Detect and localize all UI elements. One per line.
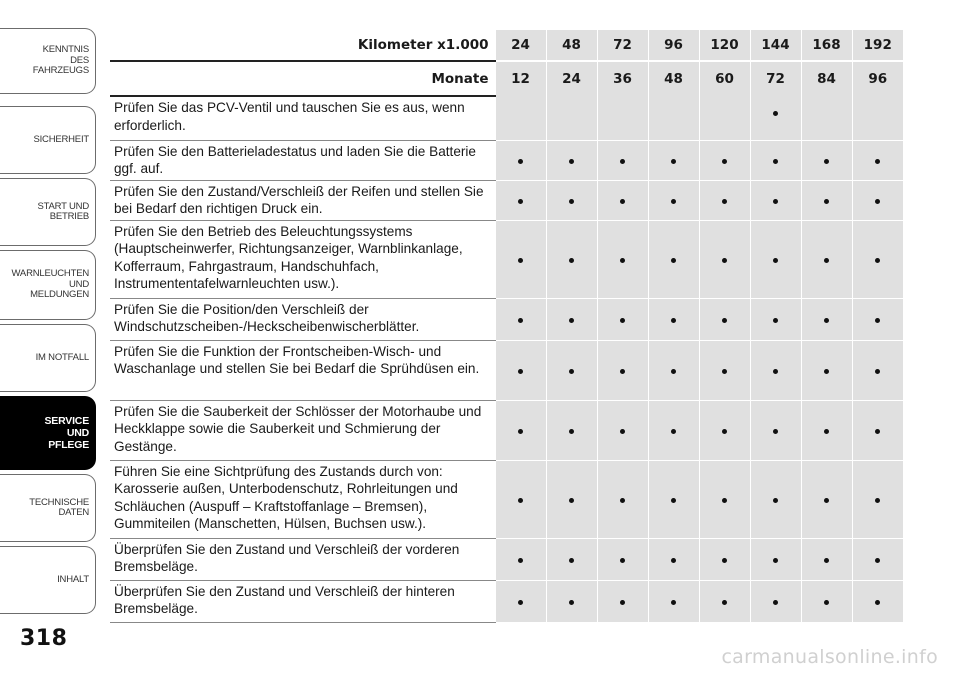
task-description: Prüfen Sie das PCV-Ventil und tauschen Sie es aus, wenn erforderlich. (110, 96, 495, 140)
interval-cell (546, 340, 597, 400)
tab-label: UND (66, 427, 89, 439)
interval-cell (546, 580, 597, 622)
tab-label: DES (70, 54, 89, 66)
interval-cell (495, 340, 546, 400)
task-description: Überprüfen Sie den Zustand und Verschleiß der vorderen Bremsbeläge. (110, 538, 495, 580)
check-marker (722, 159, 727, 164)
check-marker (722, 258, 727, 263)
month-value: 60 (699, 61, 750, 96)
interval-cell (852, 298, 903, 340)
check-marker (671, 369, 676, 374)
interval-cell (495, 140, 546, 180)
check-marker (824, 318, 829, 323)
tab-label: TECHNISCHE (29, 496, 89, 508)
check-marker (875, 199, 880, 204)
check-marker (773, 318, 778, 323)
table-row (110, 298, 903, 340)
tab-inhalt[interactable] (0, 546, 96, 614)
tab-label: FAHRZEUGS (32, 65, 89, 77)
interval-cell (852, 460, 903, 538)
tab-label: MELDUNGEN (30, 289, 89, 301)
check-marker (824, 369, 829, 374)
month-value: 36 (597, 61, 648, 96)
tab-label: IM NOTFALL (35, 351, 89, 363)
interval-cell (852, 180, 903, 220)
check-marker (773, 600, 778, 605)
interval-cell (597, 220, 648, 298)
interval-cell (699, 400, 750, 460)
tab-label: PFLEGE (48, 439, 89, 451)
check-marker (722, 600, 727, 605)
interval-cell (801, 340, 852, 400)
task-description: Prüfen Sie den Zustand/Verschleiß der Reifen und stellen Sie bei Bedarf den richtigen Druck ein. (110, 180, 495, 220)
task-description: Führen Sie eine Sichtprüfung des Zustands durch von: Karosserie außen, Unterbodenschutz, Rohrleitungen und Schläuchen (Auspuff – Kraftstoffanlage – Bremsen), Gummiteilen (Manschetten, Hülsen, Buchsen usw.). (110, 460, 495, 538)
table-row (110, 580, 903, 622)
month-value: 48 (648, 61, 699, 96)
interval-cell (597, 538, 648, 580)
interval-cell (648, 140, 699, 180)
tab-label: KENNTNIS (42, 44, 89, 56)
interval-cell (699, 580, 750, 622)
check-marker (722, 199, 727, 204)
tab-service-und-pflege[interactable] (0, 396, 96, 470)
check-marker (875, 558, 880, 563)
interval-cell (801, 96, 852, 140)
interval-cell (801, 460, 852, 538)
interval-cell (852, 340, 903, 400)
month-value: 96 (852, 61, 903, 96)
task-description: Prüfen Sie den Batterieladestatus und laden Sie die Batterie ggf. auf. (110, 140, 495, 180)
interval-cell (852, 140, 903, 180)
interval-cell (801, 538, 852, 580)
interval-cell (699, 460, 750, 538)
check-marker (518, 498, 523, 503)
interval-cell (546, 460, 597, 538)
interval-cell (801, 180, 852, 220)
check-marker (569, 498, 574, 503)
interval-cell (750, 580, 801, 622)
interval-cell (546, 298, 597, 340)
interval-cell (852, 220, 903, 298)
table-row (110, 460, 903, 538)
interval-cell (801, 580, 852, 622)
check-marker (569, 159, 574, 164)
kilometer-label: Kilometer x1.000 (357, 37, 489, 53)
check-marker (875, 600, 880, 605)
check-marker (773, 111, 778, 116)
month-value: 72 (750, 61, 801, 96)
tab-label: SERVICE (44, 415, 89, 427)
tab-label: START UND (37, 200, 89, 212)
check-marker (824, 159, 829, 164)
interval-cell (597, 140, 648, 180)
interval-cell (495, 96, 546, 140)
interval-cell (750, 460, 801, 538)
interval-cell (750, 140, 801, 180)
task-description: Prüfen Sie den Betrieb des Beleuchtungssystems (Hauptscheinwerfer, Richtungsanzeiger, Warnblinkanlage, Kofferraum, Fahrgastraum, Handschuhfach, Instrumententafelwarnleuchten usw.). (110, 220, 495, 298)
check-marker (773, 199, 778, 204)
check-marker (875, 159, 880, 164)
interval-cell (750, 96, 801, 140)
check-marker (569, 369, 574, 374)
interval-cell (699, 140, 750, 180)
tab-label: INHALT (57, 573, 89, 585)
tab-label: UND (69, 278, 89, 290)
interval-cell (801, 140, 852, 180)
tab-label: WARNLEUCHTEN (11, 268, 89, 280)
tab-label: BETRIEB (49, 211, 89, 222)
interval-cell (597, 298, 648, 340)
check-marker (671, 318, 676, 323)
check-marker (518, 600, 523, 605)
interval-cell (648, 180, 699, 220)
interval-cell (597, 180, 648, 220)
km-value: 72 (597, 30, 648, 61)
interval-cell (546, 140, 597, 180)
km-value: 24 (495, 30, 546, 61)
check-marker (620, 199, 625, 204)
check-marker (824, 600, 829, 605)
check-marker (518, 369, 523, 374)
interval-cell (750, 220, 801, 298)
check-marker (773, 558, 778, 563)
check-marker (620, 318, 625, 323)
interval-cell (801, 298, 852, 340)
interval-cell (750, 340, 801, 400)
table-row (110, 220, 903, 298)
check-marker (620, 558, 625, 563)
tab-label: SICHERHEIT (33, 133, 89, 145)
interval-cell (648, 340, 699, 400)
tab-kenntnis-des-fahrzeugs[interactable] (0, 28, 96, 94)
check-marker (875, 318, 880, 323)
check-marker (518, 258, 523, 263)
check-marker (671, 600, 676, 605)
check-marker (773, 369, 778, 374)
check-marker (518, 429, 523, 434)
interval-cell (597, 96, 648, 140)
check-marker (620, 498, 625, 503)
interval-cell (546, 96, 597, 140)
tab-sicherheit[interactable] (0, 106, 96, 174)
interval-cell (495, 400, 546, 460)
interval-cell (546, 220, 597, 298)
interval-cell (699, 298, 750, 340)
interval-cell (648, 400, 699, 460)
check-marker (569, 258, 574, 263)
maintenance-schedule-table (110, 30, 903, 623)
check-marker (671, 558, 676, 563)
interval-cell (852, 538, 903, 580)
task-description: Prüfen Sie die Sauberkeit der Schlösser der Motorhaube und Heckklappe sowie die Sauberkeit und Schmierung der Gestänge. (110, 400, 495, 460)
interval-cell (648, 538, 699, 580)
interval-cell (648, 220, 699, 298)
month-value: 12 (495, 61, 546, 96)
km-value: 96 (648, 30, 699, 61)
interval-cell (750, 538, 801, 580)
check-marker (773, 258, 778, 263)
check-marker (671, 429, 676, 434)
check-marker (569, 199, 574, 204)
check-marker (722, 498, 727, 503)
check-marker (722, 318, 727, 323)
check-marker (569, 558, 574, 563)
interval-cell (495, 180, 546, 220)
check-marker (620, 258, 625, 263)
interval-cell (852, 96, 903, 140)
task-description: Prüfen Sie die Funktion der Frontscheiben-Wisch- und Waschanlage und stellen Sie bei Bedarf die Sprühdüsen ein. (110, 340, 495, 400)
month-value: 84 (801, 61, 852, 96)
check-marker (875, 429, 880, 434)
check-marker (824, 558, 829, 563)
km-value: 48 (546, 30, 597, 61)
interval-cell (801, 400, 852, 460)
table-row (110, 340, 903, 400)
table-row (110, 538, 903, 580)
interval-cell (597, 340, 648, 400)
task-description: Überprüfen Sie den Zustand und Verschleiß der hinteren Bremsbeläge. (110, 580, 495, 622)
check-marker (518, 159, 523, 164)
check-marker (722, 429, 727, 434)
check-marker (824, 429, 829, 434)
km-value: 168 (801, 30, 852, 61)
interval-cell (546, 180, 597, 220)
interval-cell (750, 400, 801, 460)
check-marker (671, 258, 676, 263)
interval-cell (597, 580, 648, 622)
check-marker (824, 258, 829, 263)
tab-warnleuchten-und-meldungen[interactable] (0, 250, 96, 320)
tab-start-und-betrieb[interactable] (0, 178, 96, 246)
check-marker (722, 369, 727, 374)
interval-cell (750, 298, 801, 340)
check-marker (671, 199, 676, 204)
check-marker (773, 429, 778, 434)
check-marker (824, 199, 829, 204)
months-header-row (110, 61, 903, 96)
check-marker (722, 558, 727, 563)
watermark: carmanualsonline.info (721, 646, 938, 668)
interval-cell (546, 538, 597, 580)
km-value: 192 (852, 30, 903, 61)
check-marker (620, 600, 625, 605)
interval-cell (801, 220, 852, 298)
check-marker (620, 159, 625, 164)
interval-cell (648, 580, 699, 622)
interval-cell (597, 460, 648, 538)
check-marker (671, 498, 676, 503)
check-marker (569, 318, 574, 323)
interval-cell (852, 580, 903, 622)
task-description: Prüfen Sie die Position/den Verschleiß der Windschutzscheiben-/Heckscheibenwischerblätter. (110, 298, 495, 340)
interval-cell (852, 400, 903, 460)
check-marker (518, 199, 523, 204)
tab-technische-daten[interactable] (0, 474, 96, 542)
check-marker (620, 429, 625, 434)
interval-cell (699, 220, 750, 298)
interval-cell (495, 538, 546, 580)
interval-cell (648, 460, 699, 538)
check-marker (875, 498, 880, 503)
check-marker (671, 159, 676, 164)
table-row (110, 180, 903, 220)
check-marker (875, 369, 880, 374)
interval-cell (495, 460, 546, 538)
tab-im-notfall[interactable] (0, 324, 96, 392)
check-marker (620, 369, 625, 374)
interval-cell (495, 220, 546, 298)
interval-cell (699, 538, 750, 580)
check-marker (569, 429, 574, 434)
interval-cell (699, 180, 750, 220)
interval-cell (750, 180, 801, 220)
check-marker (569, 600, 574, 605)
interval-cell (648, 96, 699, 140)
interval-cell (699, 96, 750, 140)
kilometer-header-row (110, 30, 903, 61)
month-value: 24 (546, 61, 597, 96)
table-row (110, 140, 903, 180)
interval-cell (546, 400, 597, 460)
check-marker (773, 498, 778, 503)
table-row (110, 400, 903, 460)
check-marker (875, 258, 880, 263)
check-marker (518, 558, 523, 563)
km-value: 144 (750, 30, 801, 61)
interval-cell (597, 400, 648, 460)
interval-cell (495, 580, 546, 622)
tab-label: DATEN (58, 507, 89, 518)
interval-cell (699, 340, 750, 400)
check-marker (824, 498, 829, 503)
table-row (110, 96, 903, 140)
interval-cell (495, 298, 546, 340)
km-value: 120 (699, 30, 750, 61)
check-marker (773, 159, 778, 164)
check-marker (518, 318, 523, 323)
months-label: Monate (110, 61, 495, 96)
interval-cell (648, 298, 699, 340)
page-number: 318 (20, 626, 68, 651)
